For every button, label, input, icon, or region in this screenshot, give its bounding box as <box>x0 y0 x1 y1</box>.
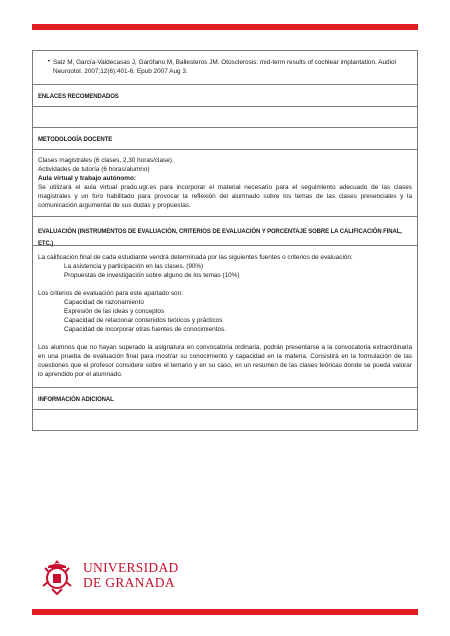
criteria-item-3: Capacidad de relacionar contenidos teóricos y prácticos <box>64 317 223 324</box>
university-name-line-1: UNIVERSIDAD <box>83 560 179 575</box>
virtual-text: Se utilizará el aula virtual prado.ugr.es para incorporar el material necesario para el seguimiento adecuado de las clases magistrales y un foro habilitado para provocar la reflexión del alumnado sobre los temas de las clases presenciales y la comunicación argumental de sus dudas y propuestas. <box>38 184 412 209</box>
reference-text: Saiz M, García-Valdecasas J, Garófano M, Ballesteros JM. Otosclerosis: mid-term results of cochlear implantation. Audiol Neurootol. 2007;12(6):401-6. Epub 2007 Aug 3. <box>53 59 396 75</box>
evaluation-intro: La calificación final de cada estudiante vendrá determinada por las siguientes fuentes o criterios de evaluación: <box>38 254 353 261</box>
methodology-heading: METODOLOGÍA DOCENTE <box>33 127 417 149</box>
criteria-item-2: Expresión de las ideas y conceptos <box>64 308 165 315</box>
methodology-content <box>33 149 417 216</box>
criteria-intro: Los criterios de evaluación para este apartado son: <box>38 290 183 297</box>
criteria-item-1: Capacidad de razonamiento <box>64 299 144 306</box>
links-heading: ENLACES RECOMENDADOS <box>33 84 417 106</box>
university-name <box>83 560 179 590</box>
methodology-line-2: Actividades de tutoría (6 horas/alumno) <box>38 166 150 173</box>
criteria-item-4: Capacidad de incorporar otras fuentes de conocimientos. <box>64 326 226 333</box>
evaluation-source-2: Propuestas de investigación sobre alguno de los temas (10%) <box>64 272 240 279</box>
info-content <box>33 409 417 430</box>
extraordinary-text: Los alumnos que no hayan superado la asignatura en convocatoria ordinaria, podrán presentarse a la convocatoria extraordinaria en una prueba de evaluación final para mostrar su conocimiento y capacidad en la materia. Consistirá en la formulación de las cuestiones que el profesor considere sobre el temario y en su caso, en un resumen de las clases teóricas donde se pueda valorar lo aprendido por el alumnado. <box>38 344 412 378</box>
info-heading: INFORMACIÓN ADICIONAL <box>33 387 417 409</box>
evaluation-source-1: La asistencia y participación en las clases. (90%) <box>64 263 204 270</box>
guide-table <box>32 50 418 431</box>
university-crest-icon <box>40 556 74 598</box>
methodology-line-1: Clases magistrales (6 clases, 2,30 horas/clase). <box>38 157 174 164</box>
top-accent-bar <box>32 24 418 30</box>
bottom-accent-bar <box>32 609 418 615</box>
evaluation-heading: EVALUACIÓN (INSTRUMENTOS DE EVALUACIÓN, CRITERIOS DE EVALUACIÓN Y PORCENTAJE SOBRE LA CALIFICACIÓN FINAL, ETC.) <box>33 216 417 245</box>
bullet-icon: • <box>48 59 51 65</box>
university-name-line-2: DE GRANADA <box>83 575 175 590</box>
evaluation-content <box>33 245 417 387</box>
virtual-title: Aula virtual y trabajo autónomo: <box>38 175 137 182</box>
links-content <box>33 106 417 127</box>
reference-cell <box>33 51 417 84</box>
